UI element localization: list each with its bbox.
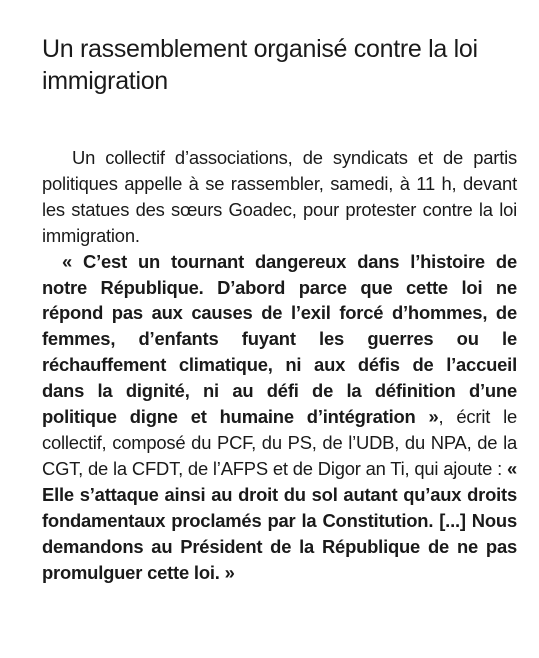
quote-opening: « C’est un tournant dangereux dans l’histoire de notre République. D’abord parce que cette loi ne répond pas aux causes de l’exil forcé d’hommes, de femmes, d’enfants fuyant les guerres ou le réchauffement climatique, ni aux défis de l’accueil dans la dignité, ni au défi de la définition d’une politique digne et humaine d’intégration » <box>42 250 517 428</box>
article-paragraph-1: Un collectif d’associations, de syndicats et de partis politiques appelle à se rassembler, samedi, à 11 h, devant les statues des sœurs Goadec, pour protester contre la loi immigration. <box>42 147 517 246</box>
attribution-text: , écrit le collectif, composé du PCF, du PS, de l’UDB, du NPA, de la CGT, de la CFDT, de l’AFPS et de Digor an Ti, qui ajoute : <box>42 406 517 479</box>
article-headline: Un rassemblement organisé contre la loi immigration <box>42 35 478 95</box>
quote-closing: « Elle s’attaque ainsi au droit du sol autant qu’aux droits fondamentaux proclamés par la Constitution. [...] Nous demandons au Président de la République de ne pas promulguer cette loi. » <box>42 457 517 583</box>
article-body <box>42 145 517 585</box>
article-paragraph-2 <box>42 249 517 586</box>
